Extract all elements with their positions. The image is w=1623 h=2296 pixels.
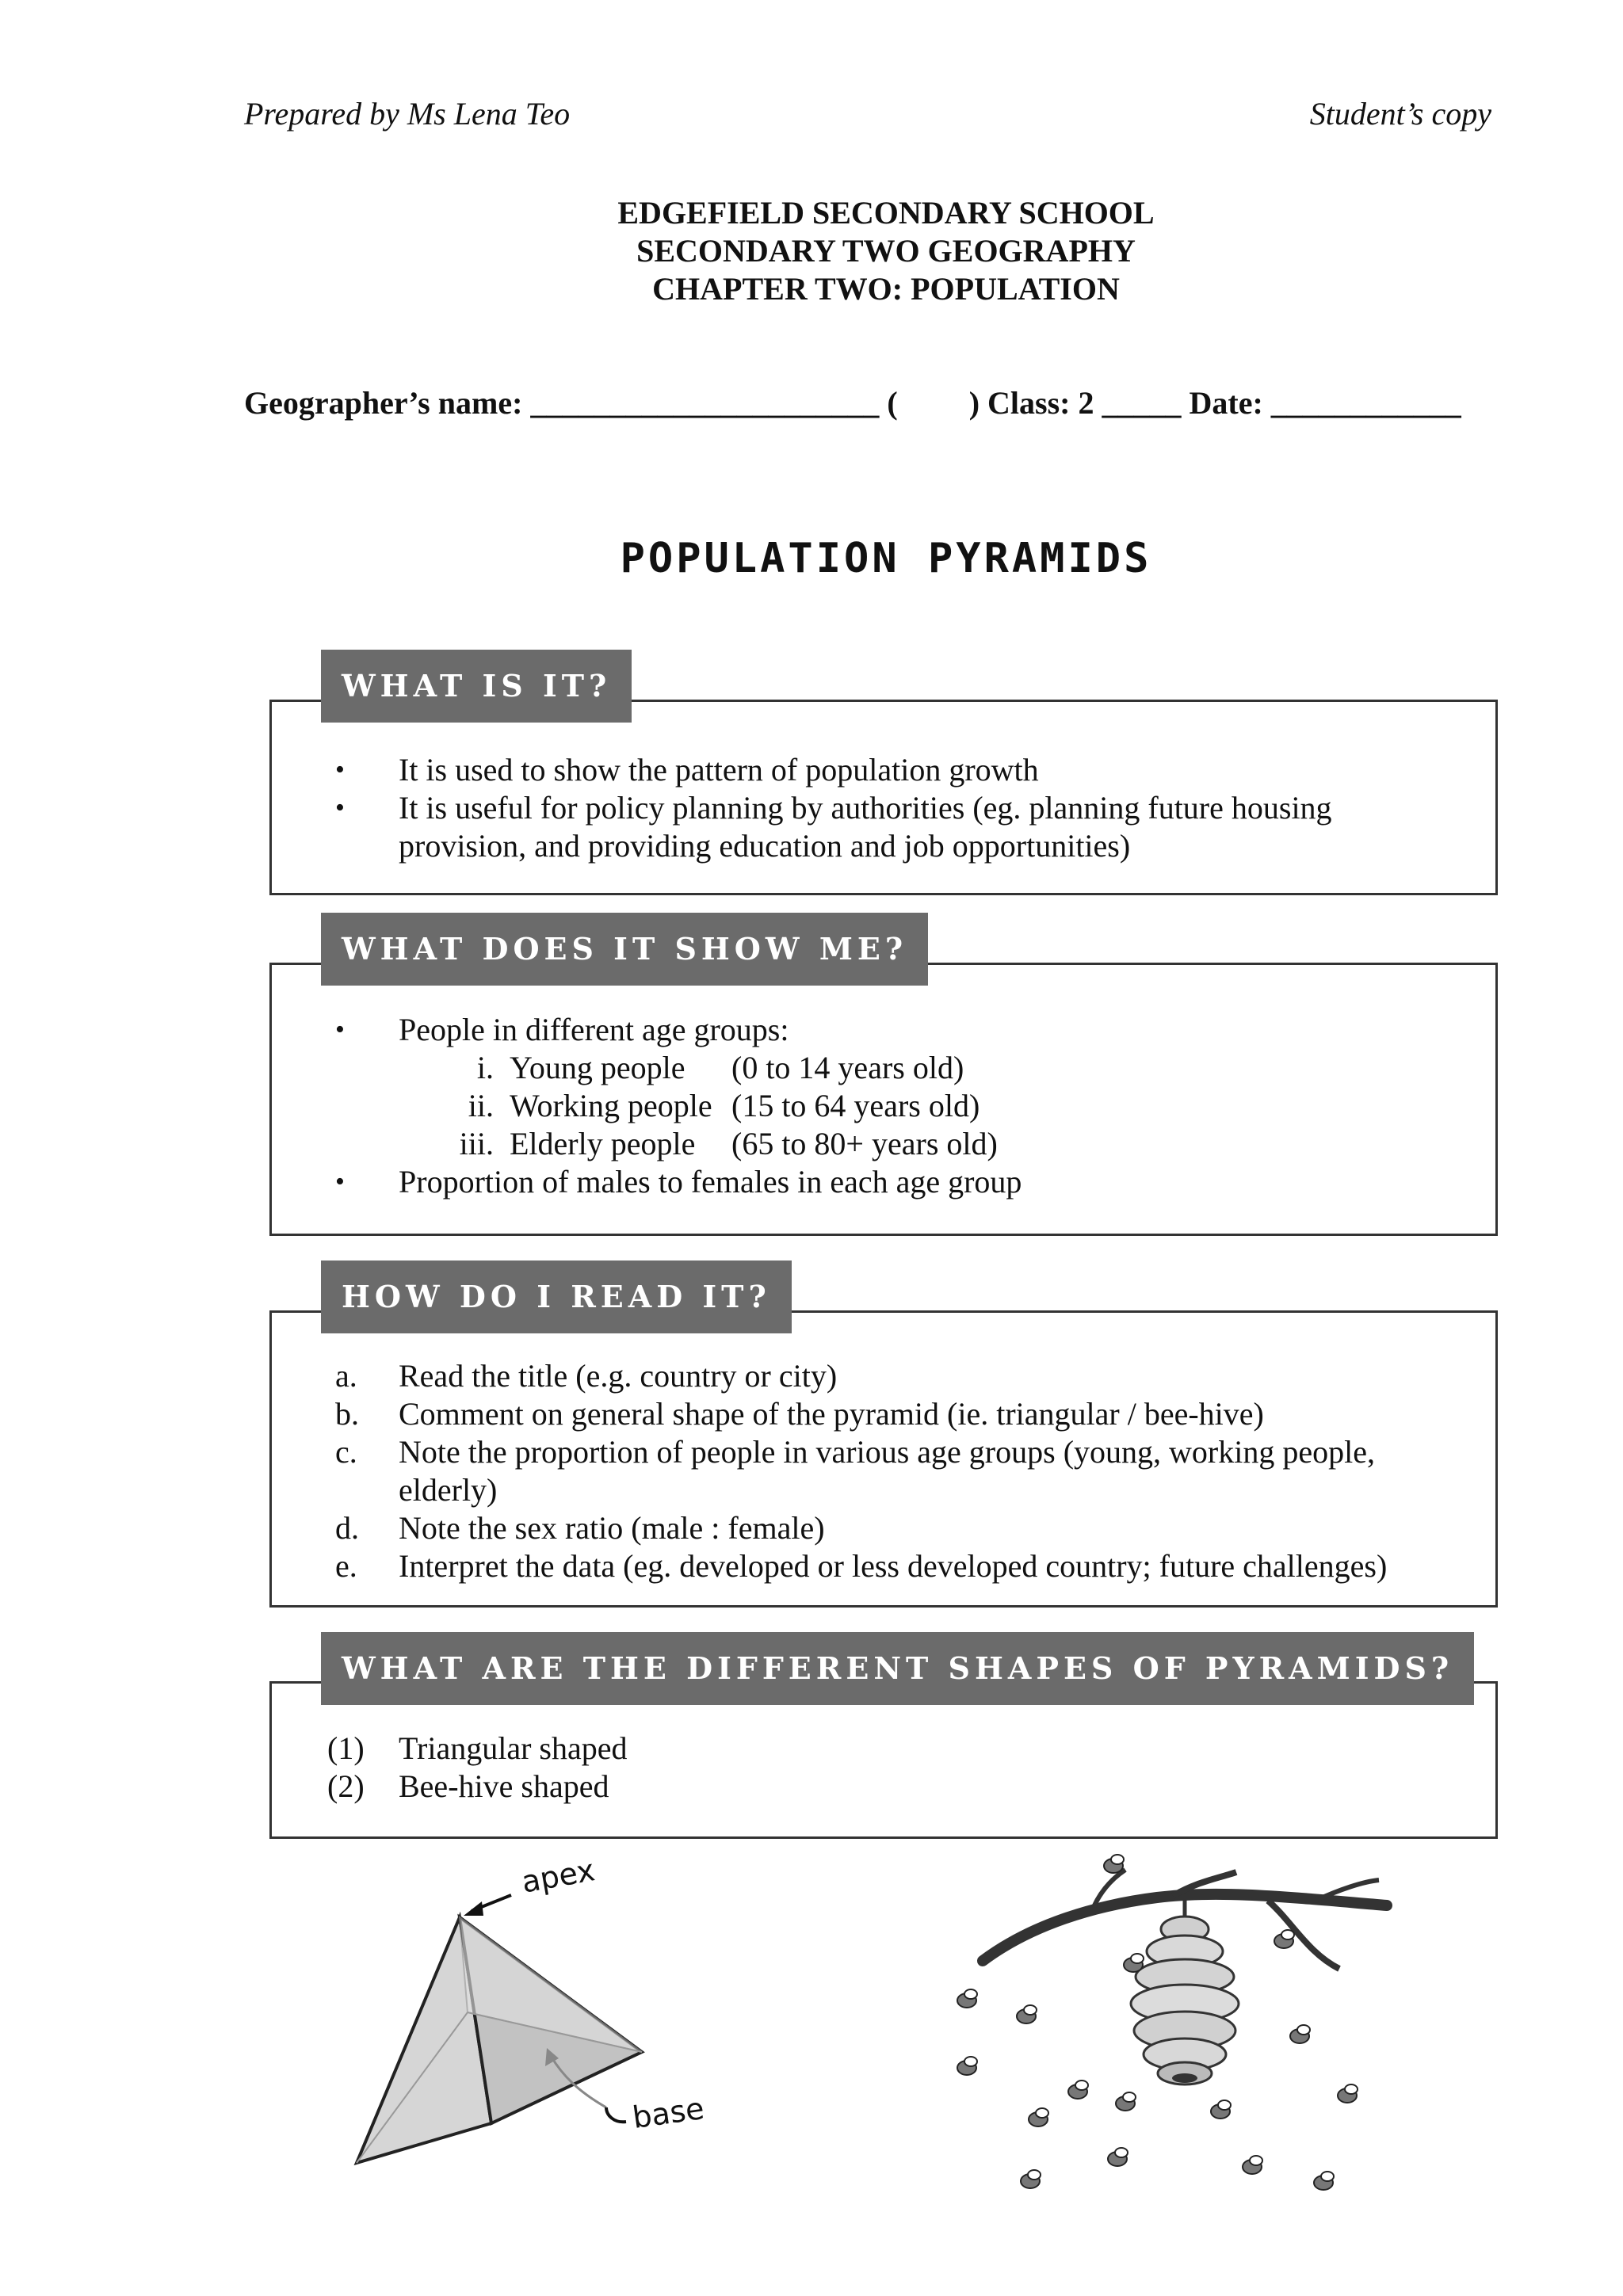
section-tab-shapes: WHAT ARE THE DIFFERENT SHAPES OF PYRAMIDS? — [321, 1632, 1474, 1705]
list-item-text: Read the title (e.g. country or city) — [399, 1358, 838, 1394]
school-name: EDGEFIELD SECONDARY SCHOOL — [617, 195, 1155, 231]
what-does-it-show-content — [335, 1011, 1476, 1201]
list-item-text: Note the sex ratio (male : female) — [399, 1510, 825, 1546]
list-item-text: provision, and providing education and job opportunities) — [399, 828, 1131, 864]
subject-name: SECONDARY TWO GEOGRAPHY — [636, 233, 1136, 269]
list-item-text: elderly) — [399, 1472, 498, 1508]
base-label: base — [630, 2090, 707, 2136]
list-item-text: It is useful for policy planning by authorities (eg. planning future housing — [399, 790, 1332, 826]
bullet: • — [335, 1015, 345, 1044]
beehive-drawing — [935, 1850, 1395, 2214]
list-item-text: Note the proportion of people in various age groups (young, working people, — [399, 1434, 1375, 1470]
list-item-text: Triangular shaped — [399, 1730, 628, 1766]
pyramid-illustration — [349, 1854, 777, 2171]
list-item — [335, 1163, 1476, 1201]
list-item — [335, 1509, 1476, 1547]
age-group-label: Working people — [510, 1088, 712, 1123]
list-item-continuation — [335, 1471, 1476, 1509]
bullet: • — [335, 793, 345, 822]
list-item — [335, 1547, 1476, 1585]
age-group-label: Young people — [510, 1050, 685, 1085]
age-group-label: Elderly people — [510, 1126, 696, 1161]
bullet: • — [335, 1167, 345, 1196]
age-group-range: (65 to 80+ years old) — [731, 1126, 998, 1161]
list-item-text: People in different age groups: — [399, 1012, 789, 1047]
age-group-range: (0 to 14 years old) — [731, 1050, 964, 1085]
sub-list-item — [335, 1087, 1476, 1125]
what-does-it-show-box — [269, 963, 1498, 1236]
pyramid-drawing — [349, 1854, 777, 2171]
sub-list-item — [335, 1049, 1476, 1087]
list-marker: b. — [335, 1396, 359, 1432]
list-marker: (2) — [327, 1768, 365, 1804]
list-marker — [335, 1471, 399, 1509]
list-marker: a. — [335, 1358, 357, 1394]
list-item-text: Comment on general shape of the pyramid (ie. triangular / bee-hive) — [399, 1396, 1264, 1432]
list-marker: (1) — [327, 1730, 365, 1766]
list-item — [327, 1768, 1468, 1806]
list-item — [335, 789, 1476, 827]
section-tab-what-does-it-show: WHAT DOES IT SHOW ME? — [321, 913, 928, 986]
list-item — [335, 1011, 1476, 1049]
page-title: POPULATION PYRAMIDS — [620, 535, 1152, 582]
sub-marker: iii. — [459, 1126, 494, 1161]
copy-type: Student’s copy — [1309, 96, 1491, 132]
what-is-it-content — [335, 751, 1476, 865]
list-item-text: Bee-hive shaped — [399, 1768, 609, 1804]
prepared-by: Prepared by Ms Lena Teo — [244, 96, 571, 132]
chapter-name: CHAPTER TWO: POPULATION — [652, 271, 1120, 307]
sub-marker: ii. — [468, 1088, 494, 1123]
title-block — [0, 194, 1623, 308]
list-marker: e. — [335, 1548, 357, 1584]
list-marker: d. — [335, 1510, 359, 1546]
list-item — [327, 1730, 1468, 1768]
list-item-continuation — [335, 827, 1476, 865]
section-tab-what-is-it: WHAT IS IT? — [321, 650, 632, 723]
what-is-it-box — [269, 700, 1498, 895]
list-item — [335, 751, 1476, 789]
list-item — [335, 1395, 1476, 1433]
list-item-text: It is used to show the pattern of population growth — [399, 752, 1039, 788]
list-item — [335, 1433, 1476, 1471]
name-class-date-line: Geographer’s name: ______________________ ( ) Class: 2 _____ Date: ____________ — [244, 385, 1461, 421]
sub-marker: i. — [476, 1050, 494, 1085]
list-item-text: Proportion of males to females in each age group — [399, 1164, 1022, 1199]
section-tab-how-to-read: HOW DO I READ IT? — [321, 1261, 792, 1333]
sub-list-item — [335, 1125, 1476, 1163]
how-to-read-content — [335, 1357, 1476, 1585]
list-item — [335, 1357, 1476, 1395]
shapes-content — [327, 1730, 1468, 1806]
how-to-read-box — [269, 1310, 1498, 1608]
beehive-illustration — [935, 1850, 1395, 2214]
bullet: • — [335, 755, 345, 784]
list-item-text: Interpret the data (eg. developed or less developed country; future challenges) — [399, 1548, 1388, 1584]
age-group-range: (15 to 64 years old) — [731, 1088, 980, 1123]
apex-label: apex — [518, 1852, 598, 1900]
list-marker: c. — [335, 1434, 357, 1470]
